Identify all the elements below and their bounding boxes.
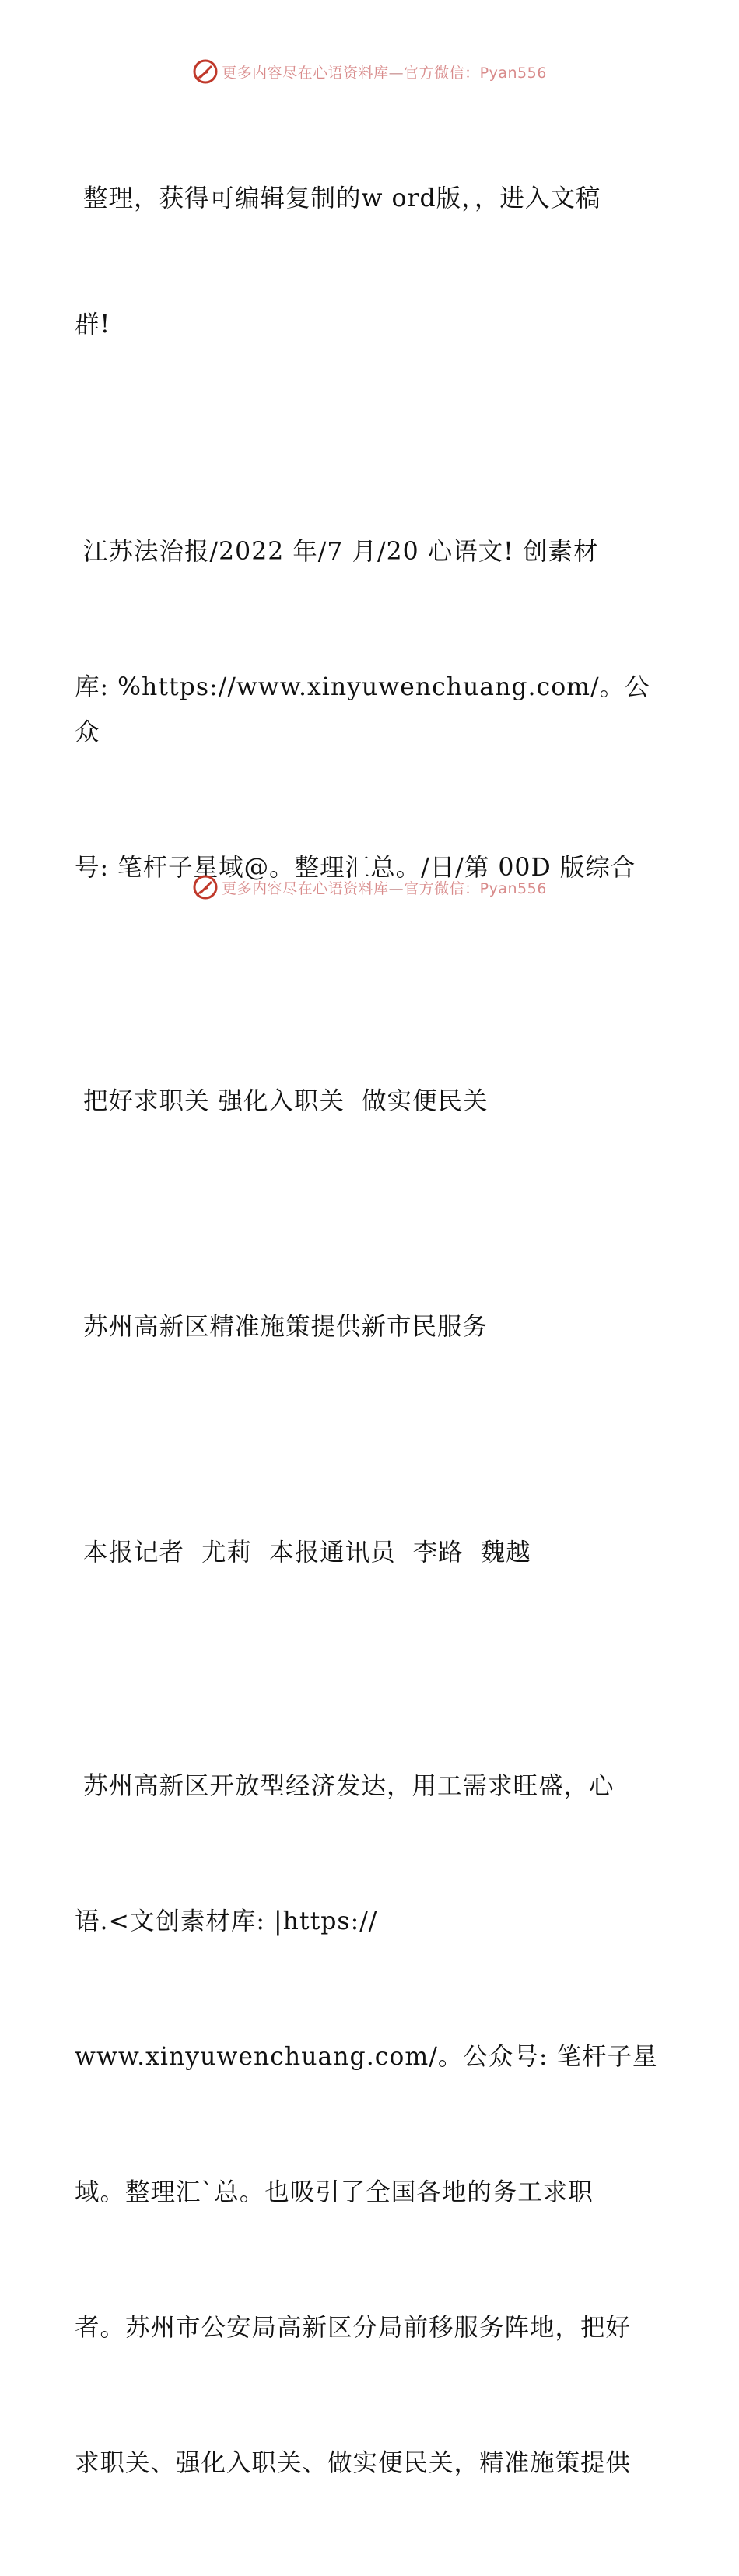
text-line: 求职关、强化入职关、做实便民关，精准施策提供 — [75, 2449, 632, 2477]
text-line: 库: %https://www.xinyuwenchuang.com/。公众 — [75, 673, 650, 746]
text-line: 江苏法治报/2022 年/7 月/20 心语文! 创素材 — [75, 538, 599, 566]
article-byline — [75, 1448, 674, 1658]
text-line: 群! — [75, 311, 111, 339]
text-line: 语.<文创素材库: |https:// — [75, 1907, 378, 1936]
paragraph-intro — [75, 93, 674, 430]
footer-banner-suffix: 官方微信：Pyan556 — [404, 879, 547, 897]
text-line: www.xinyuwenchuang.com/。公众号: 笔杆子星 — [75, 2043, 658, 2071]
quill-logo-icon — [192, 874, 219, 900]
text-line: 把好求职关 强化入职关 做实便民关 — [75, 1087, 489, 1115]
text-line: 苏州高新区开放型经济发达，用工需求旺盛，心 — [75, 1772, 615, 1800]
footer-banner-separator: — — [388, 879, 405, 897]
text-line: 整理，获得可编辑复制的w ord版，，进入文稿 — [75, 184, 601, 212]
text-line: 域。整理汇`总。也吸引了全国各地的务工求职 — [75, 2178, 594, 2206]
header-banner — [0, 54, 739, 89]
document-body — [75, 93, 674, 2576]
header-banner-text — [222, 61, 547, 82]
quill-logo-icon — [192, 58, 219, 85]
footer-banner-text — [222, 877, 547, 898]
text-line: 苏州高新区精准施策提供新市民服务 — [75, 1313, 489, 1341]
paragraph-article-body — [75, 1673, 674, 2576]
text-line: 号: 笔杆子星域@。整理汇总。/日/第 00D 版综合 — [75, 854, 636, 882]
header-banner-suffix: 官方微信：Pyan556 — [404, 64, 547, 82]
text-line: 者。苏州市公安局高新区分局前移服务阵地，把好 — [75, 2314, 632, 2342]
footer-banner-title: 更多内容尽在心语资料库 — [222, 879, 389, 897]
text-line: 本报记者 尤莉 本报通讯员 李路 魏越 — [75, 1539, 531, 1567]
article-title — [75, 1222, 674, 1432]
header-banner-title: 更多内容尽在心语资料库 — [222, 64, 389, 82]
footer-banner — [0, 870, 739, 904]
header-banner-separator: — — [388, 64, 405, 82]
article-subheading — [75, 996, 674, 1206]
